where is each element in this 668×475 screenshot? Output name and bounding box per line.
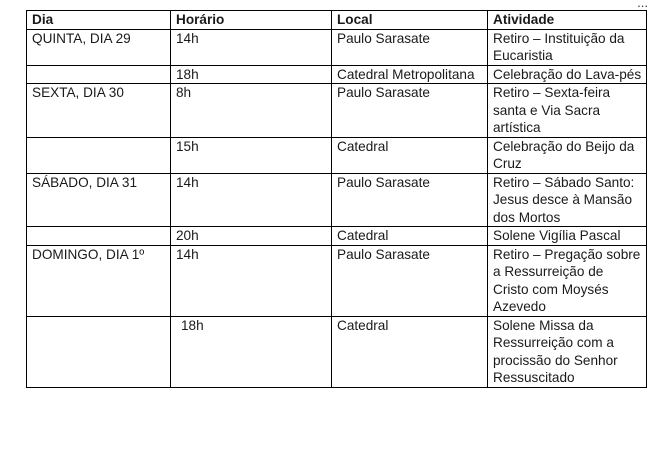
table-row — [27, 245, 647, 316]
header-horario: Horário — [171, 11, 332, 30]
cell-atividade: Retiro – Pregação sobre a Ressurreição de Cristo com Moysés Azevedo — [488, 245, 647, 316]
cell-horario: 14h — [171, 245, 332, 316]
cell-local: Catedral — [332, 137, 488, 173]
cell-dia: SEXTA, DIA 30 — [27, 84, 171, 138]
cell-atividade: Retiro – Sexta-feira santa e Via Sacra artística — [488, 84, 647, 138]
table-row — [27, 29, 647, 65]
cell-local: Paulo Sarasate — [332, 245, 488, 316]
table-row — [27, 137, 647, 173]
cell-dia — [27, 137, 171, 173]
cell-atividade: Celebração do Beijo da Cruz — [488, 137, 647, 173]
clipped-text-fragment: ... — [637, 0, 648, 10]
cell-horario: 20h — [171, 227, 332, 246]
cell-dia: DOMINGO, DIA 1º — [27, 245, 171, 316]
cell-horario: 18h — [171, 65, 332, 84]
cell-local: Catedral — [332, 316, 488, 387]
table-row — [27, 65, 647, 84]
header-local: Local — [332, 11, 488, 30]
table-row — [27, 316, 647, 387]
table-header-row — [27, 11, 647, 30]
cell-dia — [27, 316, 171, 387]
table-row — [27, 84, 647, 138]
cell-horario: 18h — [171, 316, 332, 387]
table-row — [27, 173, 647, 227]
cell-dia — [27, 227, 171, 246]
cell-local: Catedral Metropolitana — [332, 65, 488, 84]
header-dia: Dia — [27, 11, 171, 30]
cell-horario: 14h — [171, 29, 332, 65]
cell-atividade: Solene Missa da Ressurreição com a procissão do Senhor Ressuscitado — [488, 316, 647, 387]
cell-dia — [27, 65, 171, 84]
cell-dia: QUINTA, DIA 29 — [27, 29, 171, 65]
cell-local: Paulo Sarasate — [332, 173, 488, 227]
cell-horario: 15h — [171, 137, 332, 173]
table-row — [27, 227, 647, 246]
schedule-table — [26, 10, 647, 388]
cell-horario: 8h — [171, 84, 332, 138]
header-atividade: Atividade — [488, 11, 647, 30]
cell-atividade: Celebração do Lava-pés — [488, 65, 647, 84]
cell-local: Catedral — [332, 227, 488, 246]
cell-atividade: Retiro – Instituição da Eucaristia — [488, 29, 647, 65]
cell-atividade: Solene Vigília Pascal — [488, 227, 647, 246]
cell-atividade: Retiro – Sábado Santo: Jesus desce à Mansão dos Mortos — [488, 173, 647, 227]
cell-horario: 14h — [171, 173, 332, 227]
cell-dia: SÁBADO, DIA 31 — [27, 173, 171, 227]
cell-local: Paulo Sarasate — [332, 29, 488, 65]
cell-local: Paulo Sarasate — [332, 84, 488, 138]
